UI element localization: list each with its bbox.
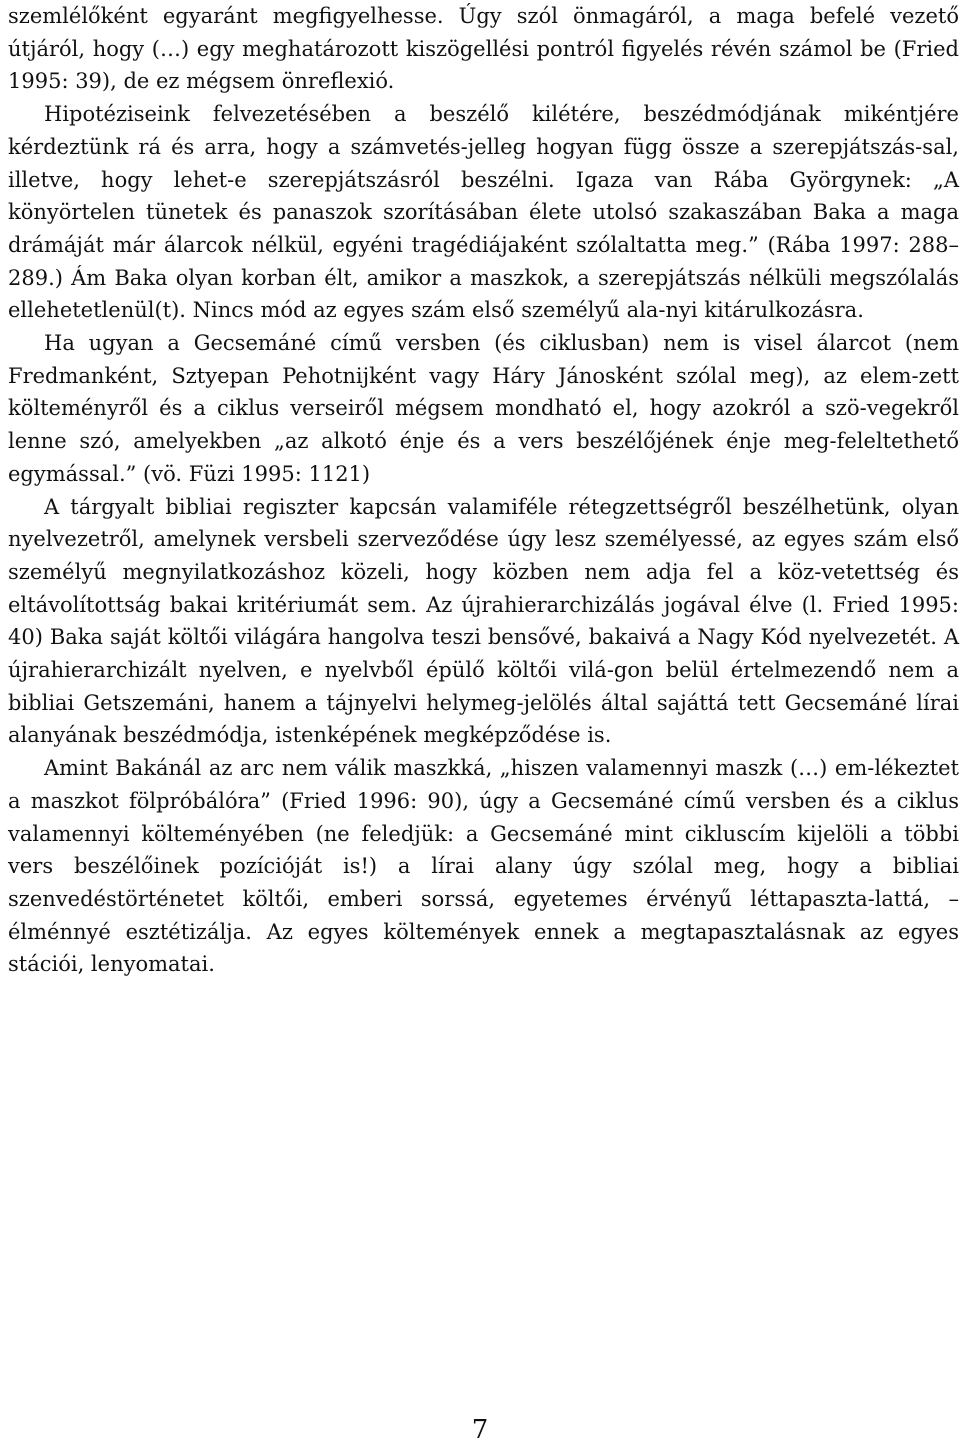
text-line: élve (l. Fried 1995: 40) Baka saját költői világára hangolva teszi bensővé, bakaivá xyxy=(8,592,959,650)
page-number: 7 xyxy=(471,1415,489,1445)
text-line: kérdeztünk rá és arra, hogy a számvetés-jelleg hogyan függ össze a szerepjátszás- xyxy=(8,134,923,159)
text-line: (Fried 1995: 39), de ez mégsem önreflexió. xyxy=(8,36,959,94)
text-line: feleltethető egymással.” (vö. Füzi 1995: 1121) xyxy=(8,429,959,486)
text-line: a bibliai szenvedéstörténetet költői, emberi sorssá, egyetemes érvényű léttapaszta- xyxy=(8,854,959,911)
text-line: és a ciklus valamennyi költeményében (ne feledjük: a Gecsemáné mint cikluscím xyxy=(8,788,959,846)
text-line: 1997: 288–289.) Ám Baka olyan korban élt, amikor a maszkok, a szerepjátszás xyxy=(8,232,959,290)
text-line: a maga drámáját már álarcok nélkül, egyéni tragédiájaként szólaltatta meg.” (Rába xyxy=(8,200,959,257)
paragraph-3 xyxy=(8,327,959,491)
text-line: szám első személyű megnyilatkozáshoz közeli, hogy közben nem adja fel a köz- xyxy=(8,527,959,584)
paragraph-2 xyxy=(8,98,959,327)
text-line: lattá, – élménnyé esztétizálja. Az egyes költemények ennek a megtapasztalásnak xyxy=(8,886,959,944)
text-line: Ha ugyan a Gecsemáné című versben (és ciklusban) nem is visel álarcot (nem xyxy=(44,331,959,356)
paragraph-1 xyxy=(8,0,959,98)
text-line: A tárgyalt bibliai regiszter kapcsán valamiféle rétegzettségről beszélhetünk, xyxy=(44,494,891,519)
text-line: lékeztet a maszkot fölpróbálóra” (Fried 1996: 90), úgy a Gecsemáné című versben xyxy=(8,756,959,813)
text-line: szemlélőként egyaránt megfigyelhesse. Úgy szól önmagáról, a maga befelé vezető xyxy=(8,4,959,28)
text-line: megképződése is. xyxy=(423,723,612,748)
text-line: jelölés által sajáttá tett Gecsemáné lírai alanyának beszédmódja, istenképének xyxy=(8,690,959,748)
text-line: Hipotéziseink felvezetésében a beszélő kilétére, beszédmódjának mikéntjére xyxy=(44,102,959,127)
text-line: gon belül értelmezendő nem a bibliai Getszemáni, hanem a tájnyelvi helymeg- xyxy=(8,658,959,715)
text-line: zett költeményről és a ciklus verseiről mégsem mondható el, hogy azokról a szö- xyxy=(8,363,959,421)
text-line: olyan nyelvezetről, amelynek versbeli szerveződése úgy lesz személyessé, az egyes xyxy=(8,494,959,552)
text-line: nyi kitárulkozásra. xyxy=(665,298,864,323)
paragraph-4 xyxy=(8,491,959,753)
text-line: a Nagy Kód nyelvezetét. A újrahierarchizált nyelven, e nyelvből épülő költői vilá- xyxy=(8,625,959,683)
document-page xyxy=(8,0,959,981)
text-line: sal, illetve, hogy lehet-e szerepjátszásról beszélni. Igaza van Rába Györgynek: xyxy=(8,134,959,192)
paragraph-5 xyxy=(8,752,959,981)
text-line: az egyes stációi, lenyomatai. xyxy=(8,919,959,977)
text-line: nélküli megszólalás ellehetetlenül(t). Nincs mód az egyes szám első személyű ala- xyxy=(8,265,959,323)
text-line: Amint Bakánál az arc nem válik maszkká, „hiszen valamennyi maszk (…) em- xyxy=(44,756,875,781)
text-line: kijelöli a többi vers beszélőinek pozícióját is!) a lírai alany úgy szólal meg, hogy xyxy=(8,821,959,879)
text-line: útjáról, hogy (…) egy meghatározott kiszögellési pontról figyelés révén számol be xyxy=(8,36,886,61)
text-line: vegekről lenne szó, amelyekben „az alkotó énje és a vers beszélőjének énje meg- xyxy=(8,396,959,454)
text-line: „A könyörtelen tünetek és panaszok szorításában élete utolsó szakaszában Baka xyxy=(8,167,959,225)
text-line: Fredmanként, Sztyepan Pehotnijként vagy Háry Jánosként szólal meg), az elem- xyxy=(8,363,919,388)
text-line: vetettség és eltávolítottság bakai kritériumát sem. Az újrahierarchizálás jogával xyxy=(8,559,959,617)
